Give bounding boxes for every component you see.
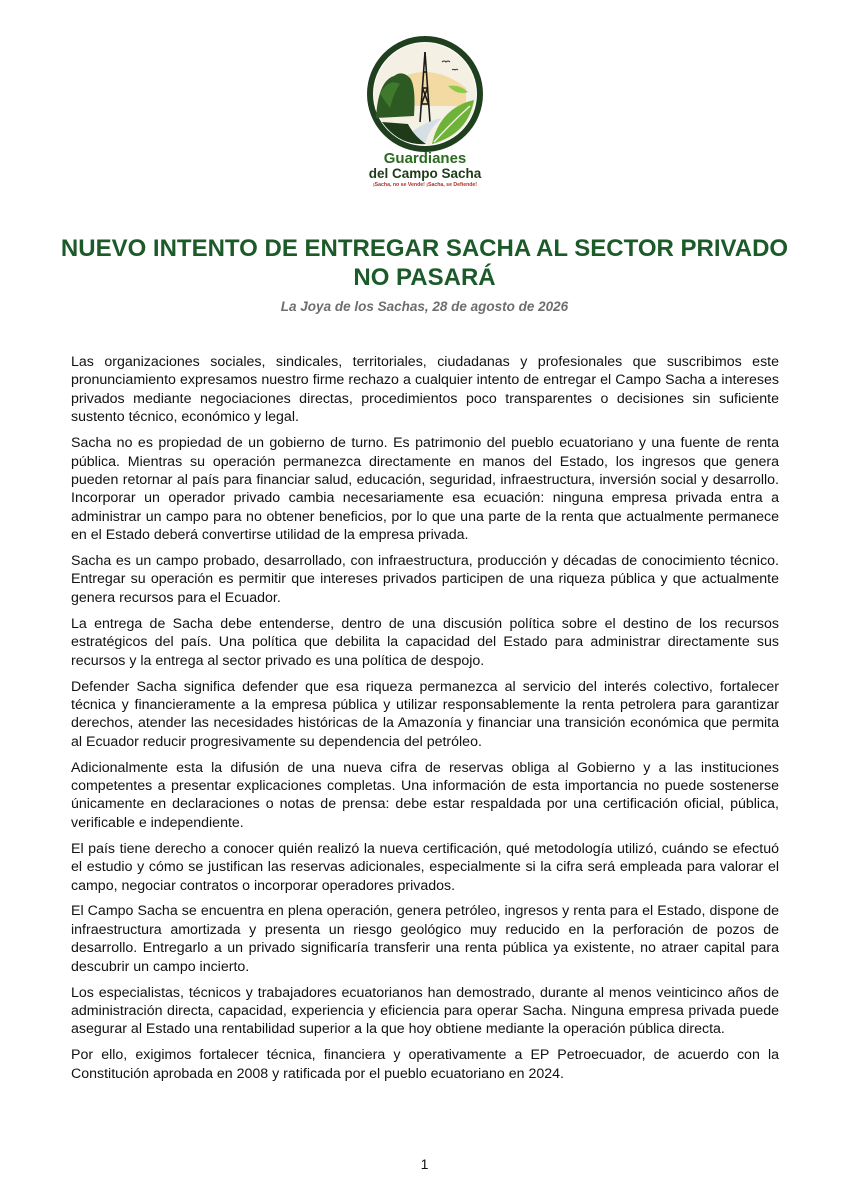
logo-slogan: ¡Sacha, no se Vende! ¡Sacha, se Defiende! xyxy=(372,182,478,188)
logo-name-line1: Guardianes xyxy=(383,150,467,167)
paragraph: Las organizaciones sociales, sindicales, territoriales, ciudadanas y profesionales que suscribimos este pronunciamiento expresamos nuestro firme rechazo a cualquier intento de entregar el Campo Sacha a intereses privados mediante negociaciones directas, procedimientos poco transparentes o decisiones sin suficiente sustento técnico, económico y legal. xyxy=(71,354,779,426)
dateline: La Joya de los Sachas, 28 de agosto de 2026 xyxy=(280,299,569,314)
organization-logo xyxy=(344,26,506,188)
paragraph: El país tiene derecho a conocer quién realizó la nueva certificación, qué metodología utilizó, cuándo se efectuó el estudio y cómo se justifican las reservas adicionales, especialmente si la cifra será empleada para valorar el campo, negociar contratos o incorporar operadores privados. xyxy=(71,840,779,894)
paragraph: Adicionalmente esta la difusión de una nueva cifra de reservas obliga al Gobierno y a las instituciones competentes a presentar explicaciones completas. Una información de esta importancia no puede sostenerse únicamente en declaraciones o notas de prensa: debe estar respaldada por una certificación oficial, pública, verificable e independiente. xyxy=(71,759,779,831)
document-title: NUEVO INTENTO DE ENTREGAR SACHA AL SECTOR PRIVADO NO PASARÁ xyxy=(60,235,789,291)
logo-name-line2: del Campo Sacha xyxy=(368,166,482,181)
statement-body xyxy=(71,353,779,1091)
page-number: 1 xyxy=(420,1156,429,1172)
paragraph: Sacha es un campo probado, desarrollado, con infraestructura, producción y décadas de conocimiento técnico. Entregar su operación es permitir que intereses privados participen de una riqueza pública y que actualmente genera recursos para el Ecuador. xyxy=(71,553,779,606)
paragraph: La entrega de Sacha debe entenderse, dentro de una discusión política sobre el destino de los recursos estratégicos del país. Una política que debilita la capacidad del Estado para administrar directamente sus recursos y la entrega al sector privado es una política de despojo. xyxy=(71,615,779,669)
paragraph: El Campo Sacha se encuentra en plena operación, genera petróleo, ingresos y renta para el Estado, dispone de infraestructura amortizada y presenta un riesgo geológico muy reducido en la perforación de pozos de desarrollo. Entregarlo a un privado significaría transferir una renta pública ya existente, no atraer capital para descubrir un campo incierto. xyxy=(71,903,779,975)
paragraph: Los especialistas, técnicos y trabajadores ecuatorianos han demostrado, durante al menos veinticinco años de administración directa, capacidad, experiencia y eficiencia para operar Sacha. Ninguna empresa privada puede asegurar al Estado una rentabilidad superior a la que hoy obtiene mediante la operación pública directa. xyxy=(71,984,779,1038)
paragraph: Defender Sacha significa defender que esa riqueza permanezca al servicio del interés colectivo, fortalecer técnica y financieramente a la empresa pública y utilizar responsablemente la renta petrolera para garantizar derechos, atender las necesidades históricas de la Amazonía y financiar una transición económica que permita al Ecuador reducir progresivamente su dependencia del petróleo. xyxy=(71,678,779,750)
paragraph: Por ello, exigimos fortalecer técnica, financiera y operativamente a EP Petroecuador, de acuerdo con la Constitución aprobada en 2008 y ratificada por el pueblo ecuatoriano en 2024. xyxy=(71,1047,779,1082)
paragraph: Sacha no es propiedad de un gobierno de turno. Es patrimonio del pueblo ecuatoriano y una fuente de renta pública. Mientras su operación permanezca directamente en manos del Estado, los ingresos que genera pueden retornar al país para financiar salud, educación, seguridad, infraestructura, inversión social y desarrollo. Incorporar un operador privado cambia necesariamente esa ecuación: ninguna empresa privada entra a administrar un campo para no obtener beneficios, por lo que una parte de la renta que actualmente permanece en el Estado deberá convertirse utilidad de la empresa privada. xyxy=(71,435,779,544)
